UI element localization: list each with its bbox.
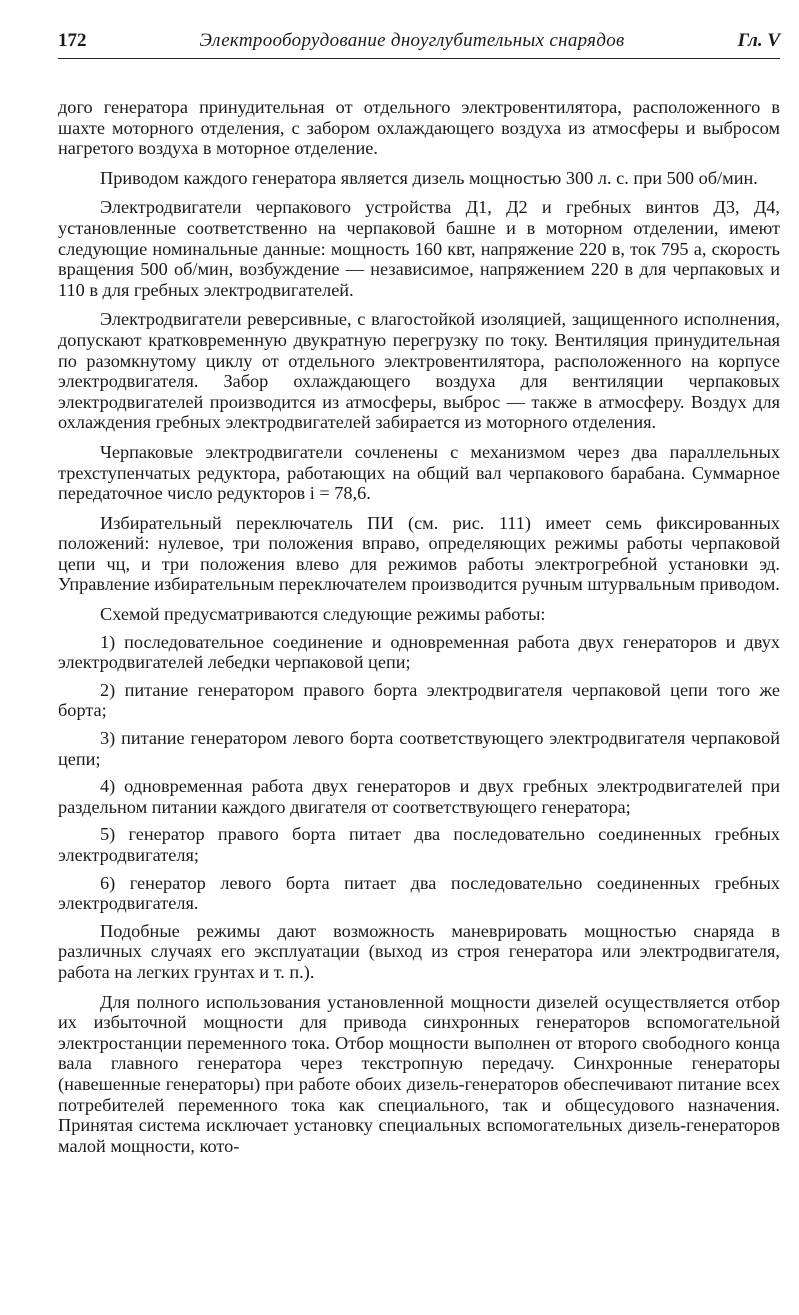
list-item-mode-6: 6) генератор левого борта питает два последовательно соединенных гребных электродвигателя. <box>58 872 780 914</box>
list-item-mode-2: 2) питание генератором правого борта электродвигателя черпаковой цепи того же борта; <box>58 679 780 721</box>
paragraph-power-takeoff: Для полного использования установленной мощности дизелей осуществляется отбор их избыточной мощности для привода синхронных генераторов вспомогательной электростанции переменного тока. Отбор мощности выполнен от второго свободного конца вала главного генератора через текстропную передачу. Синхронные генераторы (навешенные генераторы) при работе обоих дизель-генераторов обеспечивают питание всех потребителей переменного тока как специального, так и общесудового назначения. Принятая система исключает установку специальных вспомогательных дизель-генераторов малой мощности, кото- <box>58 991 780 1156</box>
paragraph-maneuvering: Подобные режимы дают возможность маневрировать мощностью снаряда в различных случаях его эксплуатации (выход из строя генератора или электродвигателя, работа на легких грунтах и т. п.). <box>58 920 780 982</box>
list-item-mode-1: 1) последовательное соединение и одновременная работа двух генераторов и двух электродвигателей лебедки черпаковой цепи; <box>58 631 780 673</box>
paragraph-motor-ventilation: Электродвигатели реверсивные, с влагостойкой изоляцией, защищенного исполнения, допускают кратковременную двукратную перегрузку по току. Вентиляция принудительная по разомкнутому циклу от отдельного электровентилятора, расположенного на корпусе электродвигателя. Забор охлаждающего воздуха для вентиляции черпаковых электродвигателей производится из атмосферы, выброс — также в атмосферу. Воздух для охлаждения гребных электродвигателей забирается из моторного отделения. <box>58 309 780 433</box>
body-text <box>58 97 780 1156</box>
running-title: Электрооборудование дноуглубительных снарядов <box>199 30 625 51</box>
paragraph-motor-ratings: Электродвигатели черпакового устройства Д1, Д2 и гребных винтов Д3, Д4, установленные соответственно на черпаковой башне и в моторном отделении, имеют следующие номинальные данные: мощность 160 квт, напряжение 220 в, ток 795 а, скорость вращения 500 об/мин, возбуждение — независимое, напряжением 220 в для черпаковых и 110 в для гребных электродвигателей. <box>58 197 780 300</box>
paragraph-modes-intro: Схемой предусматриваются следующие режимы работы: <box>100 604 546 625</box>
page-number: 172 <box>58 30 87 51</box>
list-item-mode-5: 5) генератор правого борта питает два последовательно соединенных гребных электродвигателя; <box>58 824 780 865</box>
paragraph-gear-reducers: Черпаковые электродвигатели сочленены с механизмом через два параллельных трехступенчатых редуктора, работающих на общий вал черпакового барабана. Суммарное передаточное число редукторов i = 78,6. <box>58 441 780 504</box>
list-item-mode-4: 4) одновременная работа двух генераторов и двух гребных электродвигателей при раздельном питании каждого двигателя от соответствующего генератора; <box>58 776 780 817</box>
paragraph-continued: дого генератора принудительная от отдельного электровентилятора, расположенного в шахте моторного отделения, с забором охлаждающего воздуха из атмосферы и выбросом нагретого воздуха в моторное отделение. <box>58 97 780 159</box>
chapter-label: Гл. V <box>737 30 780 51</box>
book-page <box>58 30 780 1165</box>
paragraph-selector-switch: Избирательный переключатель ПИ (см. рис. 111) имеет семь фиксированных положений: нулевое, три положения вправо, определяющих режимы работы черпаковой цепи чц, и три положения влево для режимов работы электрогребной установки эд. Управление избирательным переключателем производится ручным штурвальным приводом. <box>58 512 780 595</box>
paragraph-diesel-drive: Приводом каждого генератора является дизель мощностью 300 л. с. при 500 об/мин. <box>100 167 758 188</box>
running-head <box>58 30 780 59</box>
list-item-mode-3: 3) питание генератором левого борта соответствующего электродвигателя черпаковой цепи; <box>58 728 780 769</box>
